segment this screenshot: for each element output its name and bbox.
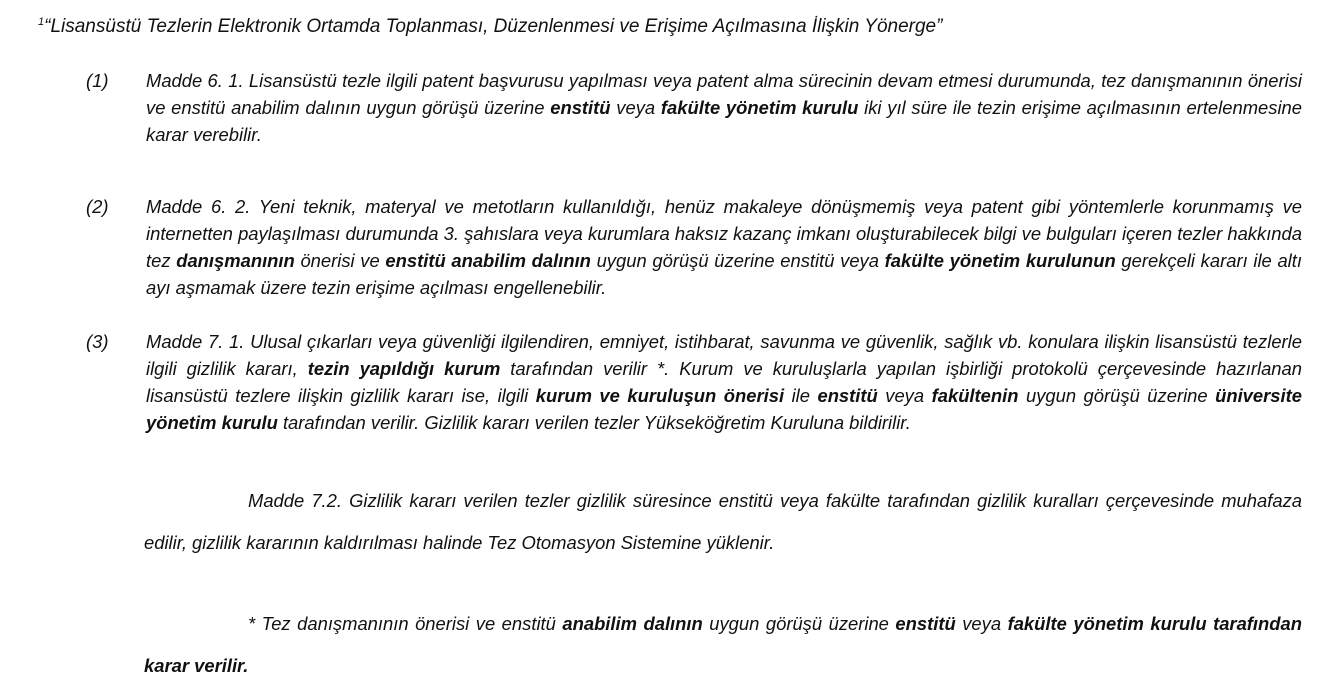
text-run: tarafından verilir. Gizlilik kararı verilen tezler Yükseköğretim Kuruluna bildirilir. — [277, 412, 911, 433]
text-run: gerekçeli kararı ile altı ayı aşmamak üzere tezin erişime açılması engellenebilir. — [146, 250, 1302, 298]
asterisk-note — [144, 603, 1302, 687]
bold-text: anabilim dalının — [562, 613, 703, 634]
item-number: (1) — [86, 70, 109, 91]
text-run: ile — [784, 385, 818, 406]
bold-text: fakülte yönetim kurulu — [660, 97, 859, 118]
text-run: önerisi ve — [294, 250, 386, 271]
bold-text: fakülte yönetim kurulu tarafından karar verilir. — [144, 613, 1302, 676]
bold-text: fakülte yönetim kurulunun — [884, 250, 1116, 271]
madde-7-2-paragraph: Madde 7.2. Gizlilik kararı verilen tezler gizlilik süresince enstitü veya fakülte tarafından gizlilik kuralları çerçevesinde muhafaza edilir, gizlilik kararının kaldırılması halinde Tez Otomasyon Sistemine yüklenir. — [144, 490, 1302, 553]
bold-text: fakültenin — [931, 385, 1019, 406]
bold-text: enstitü — [895, 613, 956, 634]
bold-text: enstitü anabilim dalının — [385, 250, 591, 271]
bold-text: enstitü — [817, 385, 878, 406]
text-run: uygun görüşü üzerine — [1018, 385, 1216, 406]
article-item — [86, 328, 1302, 436]
item-body — [146, 67, 1302, 148]
item-number: (3) — [86, 331, 109, 352]
text-run: iki yıl süre ile tezin erişime açılmasının ertelenmesine karar verebilir. — [146, 97, 1302, 145]
bold-text: tezin yapıldığı kurum — [307, 358, 501, 379]
text-run: veya — [955, 613, 1008, 634]
item-body — [146, 193, 1302, 301]
text-run: * Tez danışmanının önerisi ve enstitü — [248, 613, 563, 634]
text-run: veya — [877, 385, 932, 406]
bold-text: kurum ve kuruluşun önerisi — [535, 385, 785, 406]
text-run: Madde 7. 1. Ulusal çıkarları veya güvenliği ilgilendiren, emniyet, istihbarat, savunma ve güvenlik, sağlık vb. konulara ilişkin lisansüstü tezlerle ilgili gizlilik kararı, — [146, 331, 1302, 379]
document-title — [38, 12, 942, 42]
bold-text: danışmanının — [176, 250, 295, 271]
text-run: uygun görüşü üzerine enstitü veya — [590, 250, 885, 271]
title-text: “Lisansüstü Tezlerin Elektronik Ortamda Toplanması, Düzenlenmesi ve Erişime Açılmasına İlişkin Yönerge” — [44, 16, 943, 37]
bold-text: enstitü — [550, 97, 611, 118]
footnote-mark: 1 — [38, 16, 45, 28]
item-body — [146, 328, 1302, 436]
bold-text: üniversite yönetim kurulu — [146, 385, 1302, 433]
article-item — [86, 193, 1302, 301]
text-run: Madde 6. 2. Yeni teknik, materyal ve metotların kullanıldığı, henüz makaleye dönüşmemiş veya patent gibi yöntemlerle korunmamış ve internetten paylaşılması durumunda 3. şahıslara veya kurumlara haksız kazanç imkanı oluşturabilecek bilgi ve bulguları içeren tezler hakkında tez — [146, 196, 1302, 271]
text-run: veya — [610, 97, 661, 118]
item-number: (2) — [86, 196, 109, 217]
text-run: uygun görüşü üzerine — [702, 613, 896, 634]
article-item — [86, 67, 1302, 148]
text-run: Madde 6. 1. Lisansüstü tezle ilgili patent başvurusu yapılması veya patent alma sürecinin devam etmesi durumunda, tez danışmanının önerisi ve enstitü anabilim dalının uygun görüşü üzerine — [146, 70, 1302, 118]
text-run: tarafından verilir *. Kurum ve kuruluşlarla yapılan işbirliği protokolü çerçevesinde hazırlanan lisansüstü tezlere ilişkin gizlilik kararı ise, ilgili — [146, 358, 1302, 406]
